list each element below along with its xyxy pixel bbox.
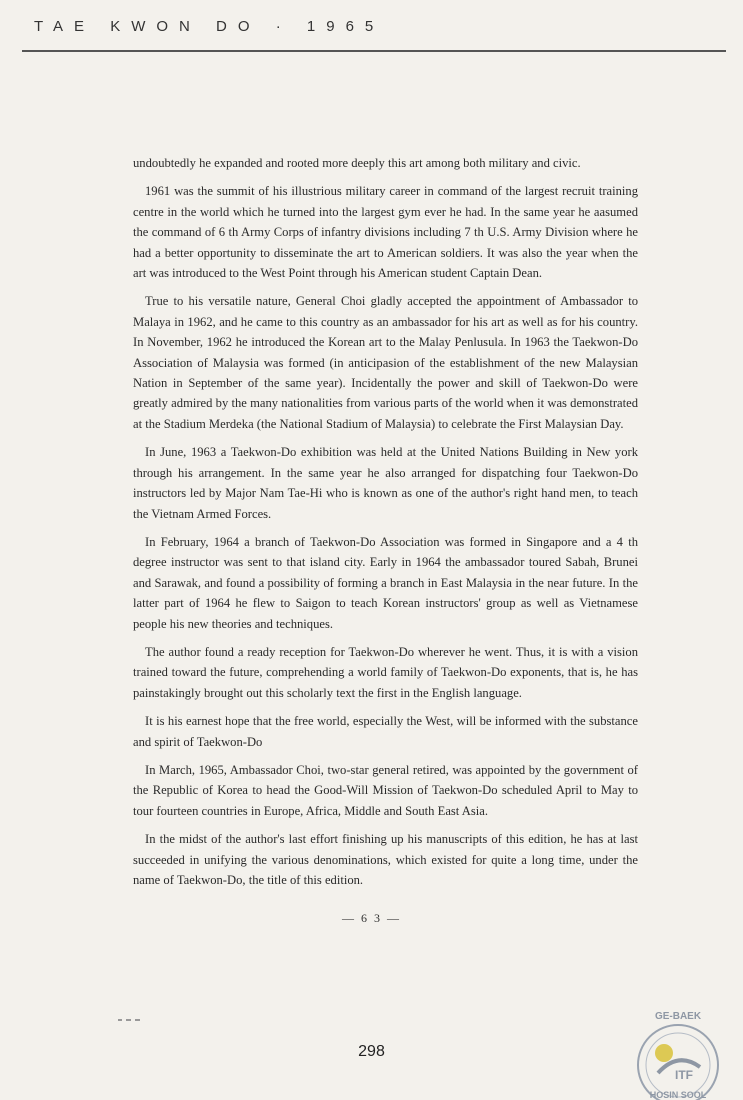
paragraph: In March, 1965, Ambassador Choi, two-star general retired, was appointed by the government of the Republic of Korea to head the Good-Will Mission of Taekwon-Do scheduled April to May to tour fourteen countries in Europe, Africa, Middle and South East Asia.	[133, 762, 638, 818]
paragraph: True to his versatile nature, General Choi gladly accepted the appointment of Ambassador to Malaya in 1962, and he came to this country as an ambassador for his art as well as for his country. In November, 1962 he introduced the Korean art to the Malay Penlusula. In 1963 the Taekwon-Do Association of Malaysia was formed (in anticipasion of the establishment of the new Malaysian Nation in September of the same year). Incidentally the power and skill of Taekwon-Do were greatly admired by the many nationalities from various parts of the world when it was demonstrated at the Stadium Merdeka (the National Stadium of Malaysia) to celebrate the First Malaysian Day.	[133, 294, 638, 431]
paragraph: In June, 1963 a Taekwon-Do exhibition was held at the United Nations Building in New york through his arrangement. In the same year he also arranged for dispatching four Taekwon-Do instructors led by Major Nam Tae-Hi who is known as one of the author's right hand men, to teach the Vietnam Armed Forces.	[133, 445, 638, 521]
sun-icon	[655, 1044, 673, 1062]
page-number: 298	[358, 1043, 385, 1060]
svg-text:ITF: ITF	[675, 1068, 693, 1082]
original-page-mark: — 6 3 —	[342, 911, 401, 925]
svg-text:GE-BAEK: GE-BAEK	[654, 1011, 702, 1022]
svg-text:HOSIN SOOL: HOSIN SOOL	[649, 1090, 707, 1100]
paragraph: 1961 was the summit of his illustrious military career in command of the largest recruit training centre in the world which he turned into the largest gym ever he had. In the same year he aasumed the command of 6 th Army Corps of infantry divisions including 7 th U.S. Army Division where he had a better opportunity to disseminate the art to American soldiers. It was also the year when the art was introduced to the West Point through his American student Captain Dean.	[133, 184, 638, 281]
ge-baek-stamp-logo	[618, 1007, 738, 1100]
paragraph: In February, 1964 a branch of Taekwon-Do Association was formed in Singapore and a 4 th degree instructor was sent to that island city. Early in 1964 the ambassador toured Sabah, Brunei and Sarawak, and found a possibility of forming a branch in East Malaysia in the near future. In the latter part of 1964 he flew to Saigon to teach Korean instructors' group as well as Vietnamese people his new theories and techniques.	[133, 534, 638, 631]
paragraph: It is his earnest hope that the free world, especially the West, will be informed with the substance and spirit of Taekwon-Do	[133, 714, 638, 749]
paragraph: In the midst of the author's last effort finishing up his manuscripts of this edition, he has at last succeeded in unifying the various denominations, which existed for quite a long time, under the name of Taekwon-Do, the title of this edition.	[133, 832, 638, 887]
body-text	[133, 153, 638, 898]
header-rule	[22, 50, 726, 52]
running-head: TAE KWON DO · 1965	[34, 18, 385, 35]
paragraph: The author found a ready reception for Taekwon-Do wherever he went. Thus, it is with a vision trained toward the future, comprehending a world family of Taekwon-Do exponents, that is, he has painstakingly brought out this scholarly text the first in the English language.	[133, 644, 638, 700]
page-edge-marks	[118, 1018, 142, 1022]
paragraph: undoubtedly he expanded and rooted more deeply this art among both military and civic.	[133, 156, 581, 170]
